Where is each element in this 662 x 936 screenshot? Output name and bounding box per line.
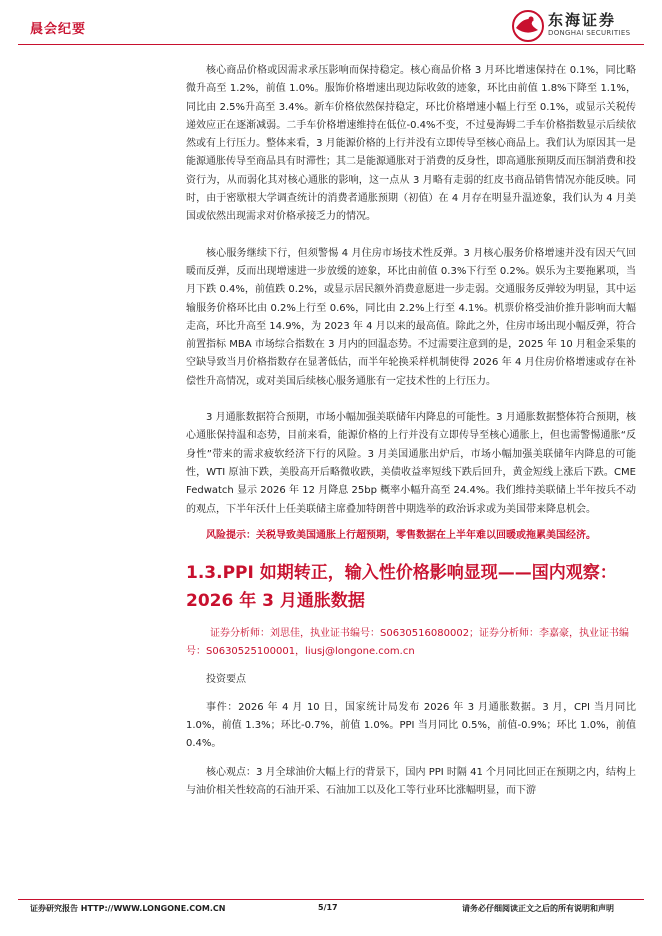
analyst-info: 证券分析师：刘思佳，执业证书编号：S0630516080002；证券分析师：李嘉豪，执业证书编号：S0630525100001，liusj@longone.com.cn — [186, 627, 630, 657]
section-title: 1.3.PPI 如期转正，输入性价格影响显现——国内观察：2026 年 3 月通胀数据 — [186, 562, 617, 611]
paragraph-core-view: 核心观点：3 月全球油价大幅上行的背景下，国内 PPI 时隔 41 个月同比回正在预期之内，结构上与油价相关性较高的石油开采、石油加工以及化工等行业环比涨幅明显，而下游 — [186, 766, 636, 797]
paragraph-market-reaction: 3 月通胀数据符合预期，市场小幅加强美联储年内降息的可能性。3 月通胀数据整体符合预期，核心通胀保持温和态势，目前来看，能源价格的上行并没有立即传导至核心通胀上，但也需警惕通胀“反身性”带来的需求疲软经济下行的风险。3 月美国通胀出炉后，市场小幅加强美联储年内降息的可能性，WTI 原油下跌，美股高开后略微收跌，美债收益率短线下跌后回升，黄金短线上涨后下跌。CME Fedwatch 显示 2026 年 12 月降息 25bp 概率小幅升高至 24.4%。我们维持美联储上半年按兵不动的观点，下半年沃什上任美联储主席叠加特朗普中期选举的政治诉求或为美国带来降息机会。 — [186, 412, 636, 515]
logo-chinese-name: 东海证券 — [548, 11, 617, 29]
footer-divider — [18, 899, 644, 900]
footer-disclaimer: 请务必仔细阅读正文之后的所有说明和声明 — [462, 904, 614, 913]
page-number: 5/17 — [318, 903, 338, 912]
paragraph-core-services: 核心服务继续下行，但须警惕 4 月住房市场技术性反弹。3 月核心服务价格增速并没有因天气回暖而反弹，反而出现增速进一步放缓的迹象，环比由前值 0.3%下行至 0.2%。娱乐为主要拖累项，当月下跌 0.4%，前值跌 0.2%，或显示居民额外消费意愿进一步走弱。交通服务反弹较为明显，其中运输服务价格环比由 0.2%上行至 0.6%，同比由 2.2%上行至 4.1%。机票价格受油价推升影响而大幅走高，环比升高至 14.9%，为 2023 年 4 月以来的最高值。除此之外，住房市场出现小幅反弹，符合前置指标 MBA 市场综合指数在 3 月内的回温态势。不过需要注意到的是，2025 年 10 月租金采集的空缺导致当月价格指数存在显著低估，而半年轮换采样机制使得 2026 年 4 月住房价格增速或存在补偿性升高情况，或对美国后续核心服务通胀有一定技术性的上行压力。 — [186, 247, 636, 387]
page-header — [0, 0, 662, 52]
invest-points-label: 投资要点 — [206, 673, 246, 685]
main-content — [186, 62, 636, 800]
paragraph-event: 事件：2026 年 4 月 10 日，国家统计局发布 2026 年 3 月通胀数据。3 月，CPI 当月同比 1.0%，前值 1.3%；环比-0.7%，前值 1.0%。PPI 当月同比 0.5%，前值-0.9%；环比 1.0%，前值 0.4%。 — [186, 701, 636, 750]
header-divider — [18, 44, 644, 45]
risk-warning: 风险提示：关税导致美国通胀上行超预期，零售数据在上半年难以回暖或拖累美国经济。 — [206, 529, 596, 541]
header-title: 晨会纪要 — [30, 22, 87, 37]
logo-english-name: DONGHAI SECURITIES — [548, 29, 631, 37]
footer-website: 证券研究报告 HTTP://WWW.LONGONE.COM.CN — [30, 904, 226, 913]
paragraph-core-goods: 核心商品价格或因需求承压影响而保持稳定。核心商品价格 3 月环比增速保持在 0.1%，同比略微升高至 1.2%，前值 1.0%。服饰价格增速出现边际收敛的迹象，环比由前值 1.8%下降至 1.1%，同比由 2.5%升高至 3.4%。新车价格依然保持稳定，环比价格增速小幅上行至 0.1%，或显示关税传递效应正在逐渐减弱。二手车价格增速维持在低位-0.4%不变，不过曼海姆二手车价格指数显示后续依然或有上行压力。整体来看，3 月能源价格的上行并没有立即传导至核心商品上。我们认为原因其一是能源通胀传导至商品具有时滞性；其二是能源通胀对于消费的反身性，即高通胀预期反而压制消费和投资行为，从而弱化其对核心通胀的影响，这一点从 3 月略有走弱的红皮书商品销售情况亦能反映。同时，由于密歇根大学调查统计的消费者通胀预期（初值）在 4 月存在明显升温迹象，我们认为 4 月美国或依然出现需求对价格承接乏力的情况。 — [186, 65, 636, 223]
